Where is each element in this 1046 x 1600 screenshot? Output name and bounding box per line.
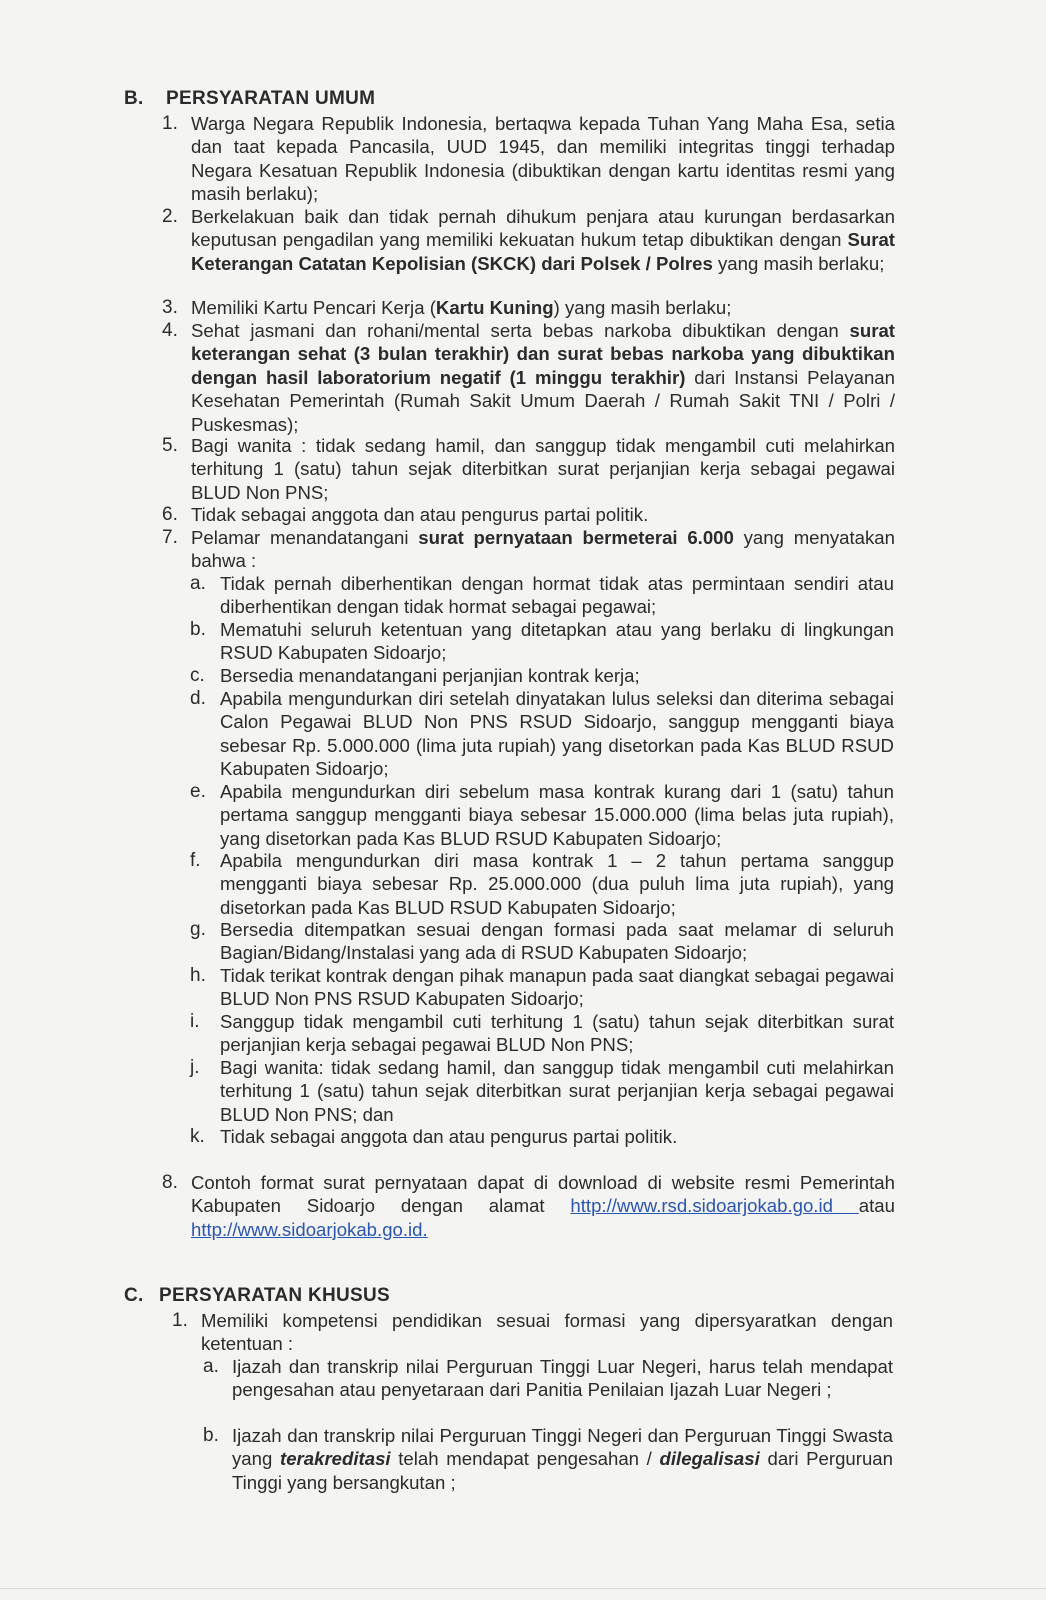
item-number: 1. [172, 1310, 188, 1331]
sub-list-item: Bersedia menandatangani perjanjian kontrak kerja; [220, 665, 640, 686]
sub-list-item: Apabila mengundurkan diri masa kontrak 1 – 2 tahun pertama sanggup mengganti biaya sebesar Rp. 25.000.000 (dua puluh lima juta rupiah), yang disetorkan pada Kas BLUD RSUD Kabupaten Sidoarjo; [220, 850, 894, 918]
item-number: 8. [162, 1172, 178, 1193]
rsd-website-link[interactable]: http://www.rsd.sidoarjokab.go.id [570, 1195, 859, 1217]
sub-list-item: Bagi wanita: tidak sedang hamil, dan sanggup tidak mengambil cuti melahirkan terhitung 1 (satu) tahun sejak diterbitkan surat perjanjian kerja sebagai pegawai BLUD Non PNS; dan [220, 1057, 894, 1125]
section-b-title: PERSYARATAN UMUM [166, 88, 376, 109]
subitem-letter: j. [190, 1057, 200, 1078]
sidoarjokab-website-link[interactable]: http://www.sidoarjokab.go.id. [191, 1218, 428, 1240]
subitem-letter: b. [203, 1425, 219, 1446]
list-item: Berkelakuan baik dan tidak pernah dihukum penjara atau kurungan berdasarkan keputusan pengadilan yang memiliki kekuatan hukum tetap dibuktikan dengan Surat Keterangan Catatan Kepolisian (SKCK) dari Polsek / Polres yang masih berlaku; [191, 206, 895, 274]
section-b-letter: B. [124, 88, 144, 109]
subitem-letter: e. [190, 781, 206, 802]
subitem-letter: f. [190, 850, 201, 871]
list-item: Memiliki kompetensi pendidikan sesuai formasi yang dipersyaratkan dengan ketentuan : [201, 1310, 893, 1355]
subitem-letter: b. [190, 619, 206, 640]
subitem-letter: a. [190, 573, 206, 594]
subitem-letter: k. [190, 1126, 205, 1147]
sub-list-item: Ijazah dan transkrip nilai Perguruan Tinggi Luar Negeri, harus telah mendapat pengesahan atau penyetaraan dari Panitia Penilaian Ijazah Luar Negeri ; [232, 1356, 893, 1401]
page-bottom-edge [0, 1588, 1046, 1589]
sub-list-item: Mematuhi seluruh ketentuan yang ditetapkan atau yang berlaku di lingkungan RSUD Kabupaten Sidoarjo; [220, 619, 894, 664]
list-item: Tidak sebagai anggota dan atau pengurus partai politik. [191, 504, 649, 525]
item-number: 4. [162, 320, 178, 341]
item-number: 5. [162, 435, 178, 456]
subitem-letter: d. [190, 688, 206, 709]
item-number: 2. [162, 206, 178, 227]
sub-list-item: Sanggup tidak mengambil cuti terhitung 1 (satu) tahun sejak diterbitkan surat perjanjian kerja sebagai pegawai BLUD Non PNS; [220, 1011, 894, 1056]
subitem-letter: i. [190, 1011, 200, 1032]
item-number: 7. [162, 527, 178, 548]
item-number: 3. [162, 297, 178, 318]
list-item: Warga Negara Republik Indonesia, bertaqwa kepada Tuhan Yang Maha Esa, setia dan taat kepada Pancasila, UUD 1945, dan memiliki integritas tinggi terhadap Negara Kesatuan Republik Indonesia (dibuktikan dengan kartu identitas resmi yang masih berlaku); [191, 113, 895, 205]
subitem-letter: g. [190, 919, 206, 940]
section-c-title: PERSYARATAN KHUSUS [159, 1285, 390, 1306]
subitem-letter: c. [190, 665, 205, 686]
subitem-letter: a. [203, 1356, 219, 1377]
subitem-letter: h. [190, 965, 206, 986]
sub-list-item: Tidak sebagai anggota dan atau pengurus partai politik. [220, 1126, 678, 1147]
sub-list-item: Apabila mengundurkan diri sebelum masa kontrak kurang dari 1 (satu) tahun pertama sanggup mengganti biaya sebesar 15.000.000 (lima belas juta rupiah), yang disetorkan pada Kas BLUD RSUD Kabupaten Sidoarjo; [220, 781, 894, 849]
list-item: Contoh format surat pernyataan dapat di download di website resmi Pemerintah Kabupaten Sidoarjo dengan alamat http://www.rsd.sidoarjokab.go.id atau http://www.sidoarjokab.go.id. [191, 1172, 895, 1240]
item-number: 6. [162, 504, 178, 525]
sub-list-item: Ijazah dan transkrip nilai Perguruan Tinggi Negeri dan Perguruan Tinggi Swasta yang terakreditasi telah mendapat pengesahan / dilegalisasi dari Perguruan Tinggi yang bersangkutan ; [232, 1425, 893, 1493]
list-item: Sehat jasmani dan rohani/mental serta bebas narkoba dibuktikan dengan surat keterangan sehat (3 bulan terakhir) dan surat bebas narkoba yang dibuktikan dengan hasil laboratorium negatif (1 minggu terakhir) dari Instansi Pelayanan Kesehatan Pemerintah (Rumah Sakit Umum Daerah / Rumah Sakit TNI / Polri / Puskesmas); [191, 320, 895, 435]
list-item: Memiliki Kartu Pencari Kerja (Kartu Kuning) yang masih berlaku; [191, 297, 732, 318]
list-item: Bagi wanita : tidak sedang hamil, dan sanggup tidak mengambil cuti melahirkan terhitung 1 (satu) tahun sejak diterbitkan surat perjanjian kerja sebagai pegawai BLUD Non PNS; [191, 435, 895, 503]
sub-list-item: Apabila mengundurkan diri setelah dinyatakan lulus seleksi dan diterima sebagai Calon Pegawai BLUD Non PNS RSUD Sidoarjo, sanggup mengganti biaya sebesar Rp. 5.000.000 (lima juta rupiah) yang disetorkan pada Kas BLUD RSUD Kabupaten Sidoarjo; [220, 688, 894, 780]
list-item: Pelamar menandatangani surat pernyataan bermeterai 6.000 yang menyatakan bahwa : [191, 527, 895, 572]
sub-list-item: Bersedia ditempatkan sesuai dengan formasi pada saat melamar di seluruh Bagian/Bidang/Instalasi yang ada di RSUD Kabupaten Sidoarjo; [220, 919, 894, 964]
item-number: 1. [162, 113, 178, 134]
sub-list-item: Tidak pernah diberhentikan dengan hormat tidak atas permintaan sendiri atau diberhentikan dengan tidak hormat sebagai pegawai; [220, 573, 894, 618]
section-c-letter: C. [124, 1285, 144, 1306]
sub-list-item: Tidak terikat kontrak dengan pihak manapun pada saat diangkat sebagai pegawai BLUD Non PNS RSUD Kabupaten Sidoarjo; [220, 965, 894, 1010]
